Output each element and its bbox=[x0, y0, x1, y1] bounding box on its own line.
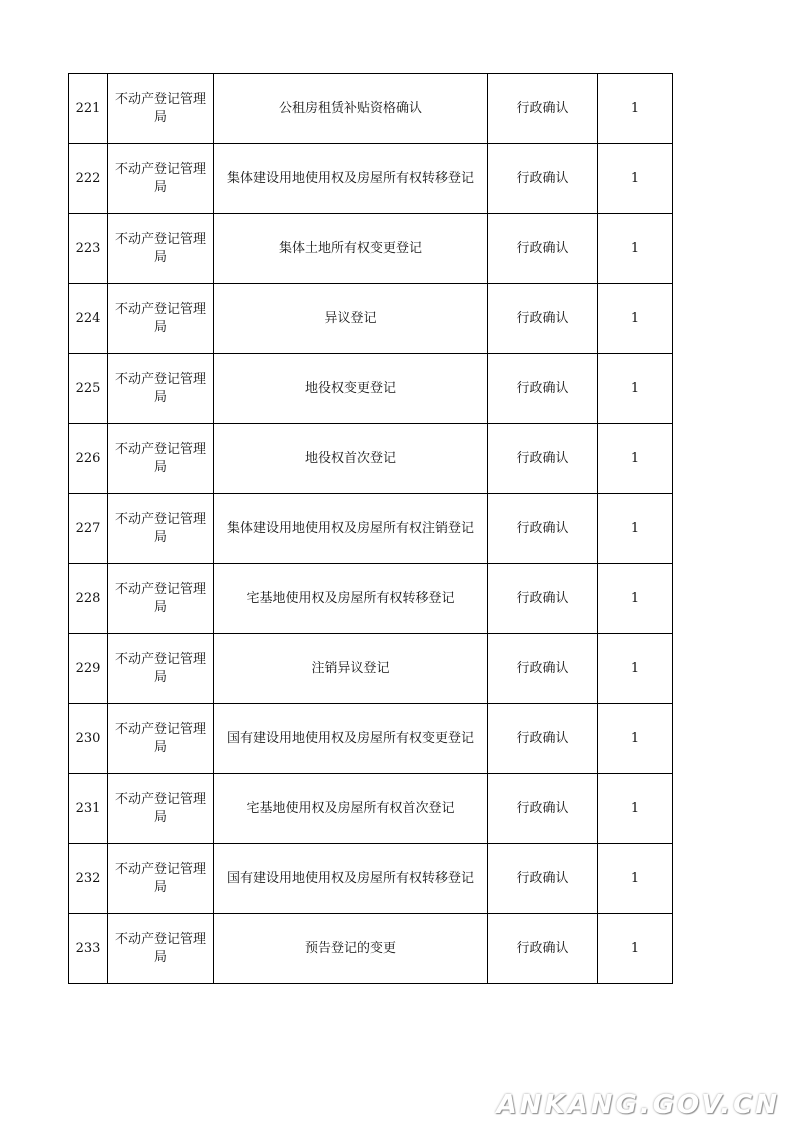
department-cell: 不动产登记管理局 bbox=[108, 914, 214, 984]
department-cell: 不动产登记管理局 bbox=[108, 564, 214, 634]
department-cell: 不动产登记管理局 bbox=[108, 144, 214, 214]
table-row bbox=[69, 214, 673, 284]
item-count-cell: 1 bbox=[598, 494, 673, 564]
department-cell: 不动产登记管理局 bbox=[108, 844, 214, 914]
table-row bbox=[69, 564, 673, 634]
items-table bbox=[68, 73, 673, 984]
department-cell: 不动产登记管理局 bbox=[108, 354, 214, 424]
table-row bbox=[69, 774, 673, 844]
item-type-cell: 行政确认 bbox=[488, 494, 598, 564]
department-cell: 不动产登记管理局 bbox=[108, 424, 214, 494]
item-name-cell: 集体土地所有权变更登记 bbox=[214, 214, 488, 284]
row-number: 224 bbox=[69, 284, 108, 354]
row-number: 232 bbox=[69, 844, 108, 914]
row-number: 226 bbox=[69, 424, 108, 494]
table-row bbox=[69, 494, 673, 564]
department-cell: 不动产登记管理局 bbox=[108, 74, 214, 144]
item-name-cell: 国有建设用地使用权及房屋所有权转移登记 bbox=[214, 844, 488, 914]
item-type-cell: 行政确认 bbox=[488, 284, 598, 354]
item-type-cell: 行政确认 bbox=[488, 844, 598, 914]
row-number: 230 bbox=[69, 704, 108, 774]
item-count-cell: 1 bbox=[598, 634, 673, 704]
item-name-cell: 宅基地使用权及房屋所有权转移登记 bbox=[214, 564, 488, 634]
item-type-cell: 行政确认 bbox=[488, 424, 598, 494]
item-type-cell: 行政确认 bbox=[488, 634, 598, 704]
item-count-cell: 1 bbox=[598, 774, 673, 844]
items-table-body bbox=[69, 74, 673, 984]
item-type-cell: 行政确认 bbox=[488, 74, 598, 144]
item-type-cell: 行政确认 bbox=[488, 774, 598, 844]
item-count-cell: 1 bbox=[598, 844, 673, 914]
table-row bbox=[69, 74, 673, 144]
site-watermark: ANKANG.GOV.CN bbox=[496, 1090, 780, 1120]
item-count-cell: 1 bbox=[598, 284, 673, 354]
item-type-cell: 行政确认 bbox=[488, 704, 598, 774]
row-number: 222 bbox=[69, 144, 108, 214]
item-name-cell: 预告登记的变更 bbox=[214, 914, 488, 984]
item-count-cell: 1 bbox=[598, 144, 673, 214]
item-name-cell: 异议登记 bbox=[214, 284, 488, 354]
row-number: 229 bbox=[69, 634, 108, 704]
item-type-cell: 行政确认 bbox=[488, 564, 598, 634]
item-count-cell: 1 bbox=[598, 914, 673, 984]
row-number: 225 bbox=[69, 354, 108, 424]
item-name-cell: 国有建设用地使用权及房屋所有权变更登记 bbox=[214, 704, 488, 774]
row-number: 223 bbox=[69, 214, 108, 284]
table-row bbox=[69, 424, 673, 494]
item-type-cell: 行政确认 bbox=[488, 354, 598, 424]
item-count-cell: 1 bbox=[598, 564, 673, 634]
table-row bbox=[69, 284, 673, 354]
table-row bbox=[69, 634, 673, 704]
item-name-cell: 宅基地使用权及房屋所有权首次登记 bbox=[214, 774, 488, 844]
row-number: 231 bbox=[69, 774, 108, 844]
row-number: 233 bbox=[69, 914, 108, 984]
item-type-cell: 行政确认 bbox=[488, 144, 598, 214]
item-name-cell: 集体建设用地使用权及房屋所有权注销登记 bbox=[214, 494, 488, 564]
department-cell: 不动产登记管理局 bbox=[108, 284, 214, 354]
department-cell: 不动产登记管理局 bbox=[108, 494, 214, 564]
table-row bbox=[69, 354, 673, 424]
item-count-cell: 1 bbox=[598, 354, 673, 424]
item-type-cell: 行政确认 bbox=[488, 914, 598, 984]
item-count-cell: 1 bbox=[598, 74, 673, 144]
department-cell: 不动产登记管理局 bbox=[108, 704, 214, 774]
item-count-cell: 1 bbox=[598, 704, 673, 774]
item-name-cell: 注销异议登记 bbox=[214, 634, 488, 704]
item-count-cell: 1 bbox=[598, 214, 673, 284]
department-cell: 不动产登记管理局 bbox=[108, 634, 214, 704]
department-cell: 不动产登记管理局 bbox=[108, 774, 214, 844]
item-type-cell: 行政确认 bbox=[488, 214, 598, 284]
table-row bbox=[69, 704, 673, 774]
table-row bbox=[69, 144, 673, 214]
table-row bbox=[69, 844, 673, 914]
item-name-cell: 集体建设用地使用权及房屋所有权转移登记 bbox=[214, 144, 488, 214]
row-number: 227 bbox=[69, 494, 108, 564]
table-row bbox=[69, 914, 673, 984]
item-count-cell: 1 bbox=[598, 424, 673, 494]
item-name-cell: 地役权首次登记 bbox=[214, 424, 488, 494]
item-name-cell: 公租房租赁补贴资格确认 bbox=[214, 74, 488, 144]
department-cell: 不动产登记管理局 bbox=[108, 214, 214, 284]
item-name-cell: 地役权变更登记 bbox=[214, 354, 488, 424]
row-number: 221 bbox=[69, 74, 108, 144]
row-number: 228 bbox=[69, 564, 108, 634]
